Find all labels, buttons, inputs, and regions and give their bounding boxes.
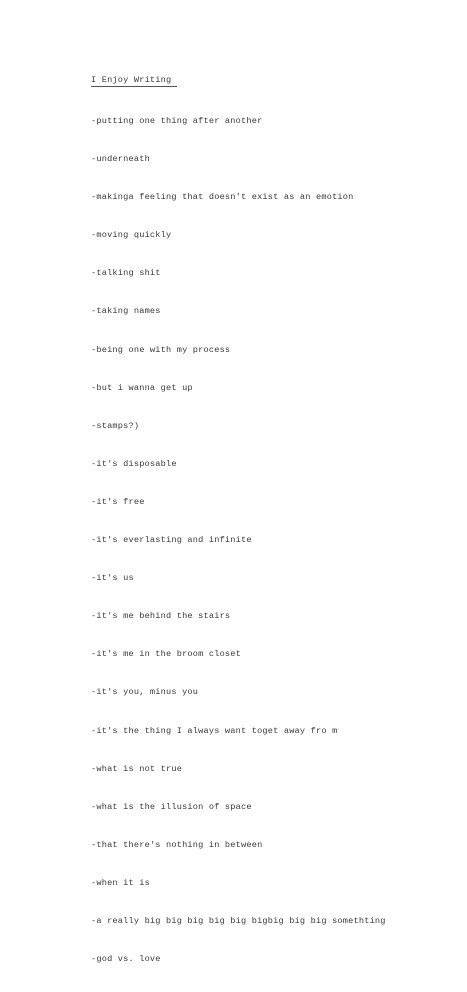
list-item: -it's me behind the stairs [91, 611, 231, 622]
list-item: -it's the thing I always want toget away fro m [91, 725, 338, 736]
list-item: -that there's nothing in between [91, 839, 263, 850]
list-item: -what is not true [91, 763, 183, 774]
list-item: -it's free [91, 496, 145, 507]
list-item: -taking names [91, 306, 161, 317]
list-item: -being one with my process [91, 344, 231, 355]
list-item: -god vs. love [91, 954, 161, 965]
list-item: -it's us [91, 573, 134, 584]
list-item: -a really big big big big big bigbig big big somethting [91, 915, 386, 926]
list-item: -when it is [91, 877, 150, 888]
list-item: -what is the illusion of space [91, 801, 252, 812]
list-item: -underneath [91, 154, 150, 165]
list-item: -moving quickly [91, 230, 172, 241]
list-item: -talking shit [91, 268, 161, 279]
list-item: -stamps?) [91, 420, 140, 431]
typed-list [91, 96, 386, 992]
list-item: -it's everlasting and infinite [91, 535, 252, 546]
document-title: I Enjoy Writing [91, 75, 177, 85]
list-item: -it's me in the broom closet [91, 649, 241, 660]
list-item: -putting one thing after another [91, 116, 263, 126]
list-item: -makinga feeling that doesn't exist as an emotion [91, 192, 354, 203]
list-item: -it's disposable [91, 458, 177, 469]
list-item: -but i wanna get up [91, 382, 193, 393]
list-item: -it's you, minus you [91, 687, 199, 698]
